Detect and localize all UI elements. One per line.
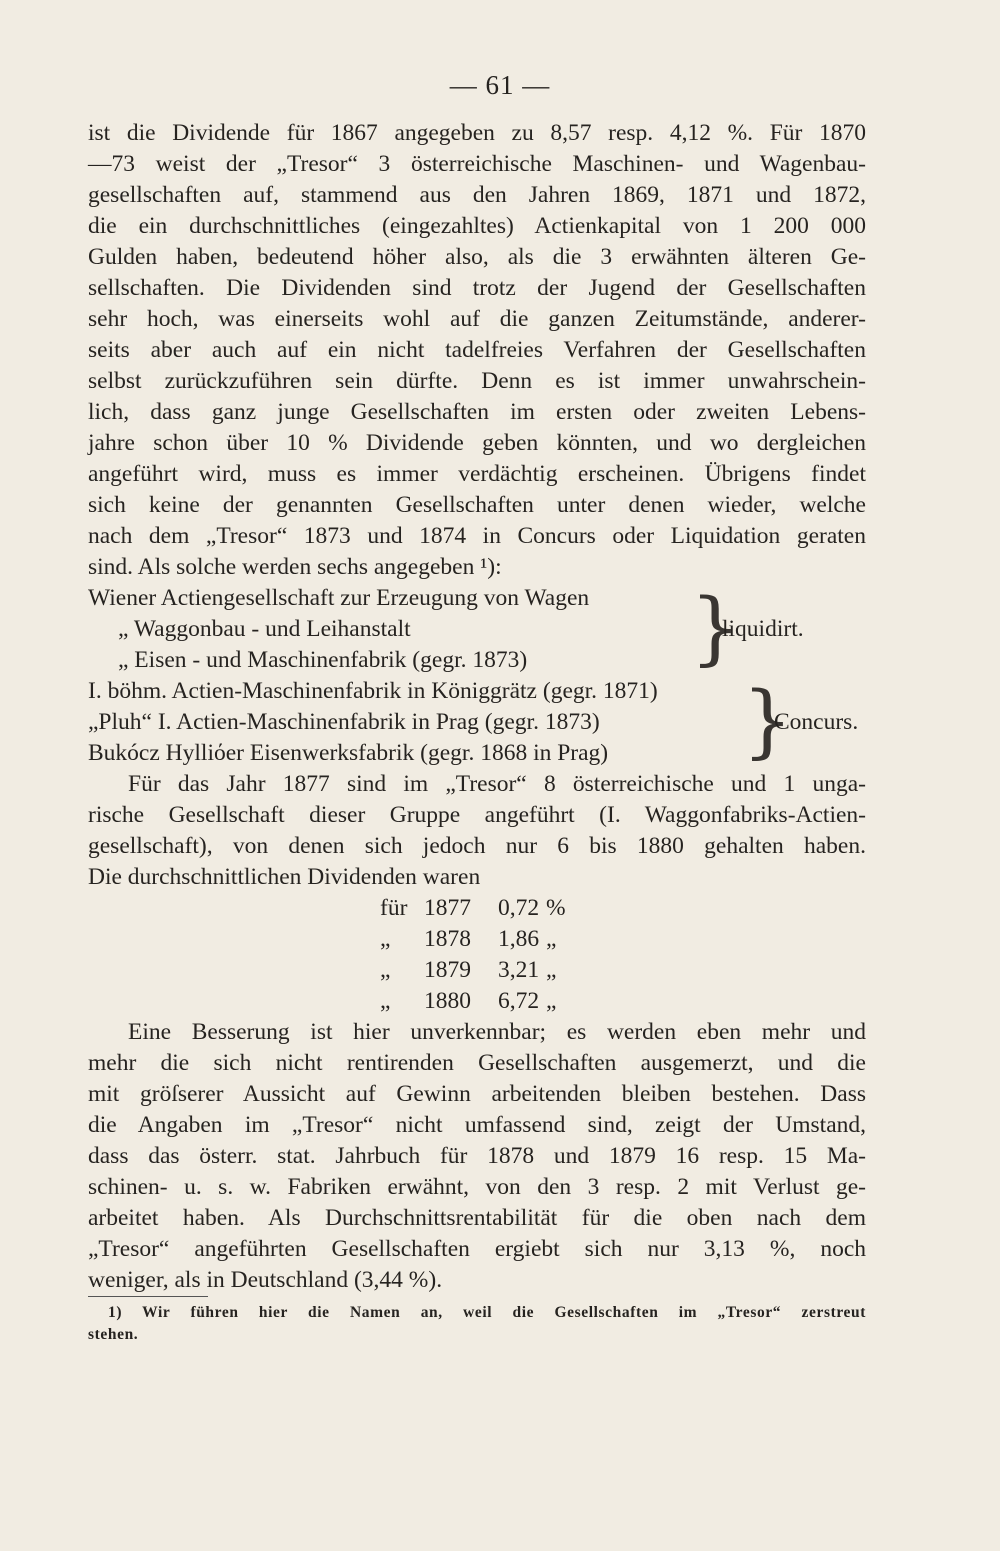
company-entry: „ Waggonbau - und Leihanstalt: [118, 616, 411, 642]
dividend-value: 6,72: [498, 988, 540, 1014]
company-entry: Wiener Actiengesellschaft zur Erzeugung von Wagen: [88, 585, 590, 611]
dividend-year: 1880: [424, 988, 471, 1014]
text-line: die ein durchschnittliches (eingezahltes) Actienkapital von 1 200 000: [88, 213, 866, 239]
footnote-rule: [88, 1296, 208, 1297]
dividend-prefix: für: [380, 895, 408, 921]
text-line: sind. Als solche werden sechs angegeben ¹):: [88, 554, 502, 580]
text-line: Eine Besserung ist hier unverkennbar; es werden eben mehr und: [128, 1019, 866, 1045]
dividend-prefix: „: [380, 957, 391, 983]
text-line: sehr hoch, was einerseits wohl auf die ganzen Zeitumstände, anderer-: [88, 306, 866, 332]
company-entry: I. böhm. Actien-Maschinenfabrik in Königgrätz (gegr. 1871): [88, 678, 658, 704]
dividend-suffix: %: [546, 895, 566, 921]
group-label-liquidirt: liquidirt.: [722, 616, 804, 642]
footnote-line: 1) Wir führen hier die Namen an, weil die Gesellschaften im „Tresor“ zerstreut: [108, 1304, 866, 1321]
text-line: seits aber auch auf ein nicht tadelfreies Verfahren der Gesellschaften: [88, 337, 866, 363]
company-entry: „Pluh“ I. Actien-Maschinenfabrik in Prag (gegr. 1873): [88, 709, 600, 735]
text-line: die Angaben im „Tresor“ nicht umfassend sind, zeigt der Umstand,: [88, 1112, 866, 1138]
text-line: dass das österr. stat. Jahrbuch für 1878 und 1879 16 resp. 15 Ma-: [88, 1143, 866, 1169]
text-line: arbeitet haben. Als Durchschnittsrentabilität für die oben nach dem: [88, 1205, 866, 1231]
text-line: lich, dass ganz junge Gesellschaften im ersten oder zweiten Lebens-: [88, 399, 866, 425]
group-brace: }: [742, 674, 793, 767]
text-line: gesellschaft), von denen sich jedoch nur 6 bis 1880 gehalten haben.: [88, 833, 866, 859]
text-line: weniger, als in Deutschland (3,44 %).: [88, 1267, 443, 1293]
text-line: sellschaften. Die Dividenden sind trotz der Jugend der Gesellschaften: [88, 275, 866, 301]
text-line: sich keine der genannten Gesellschaften unter denen wieder, welche: [88, 492, 866, 518]
dividend-year: 1879: [424, 957, 471, 983]
dividend-year: 1878: [424, 926, 471, 952]
text-line: schinen- u. s. w. Fabriken erwähnt, von den 3 resp. 2 mit Verlust ge-: [88, 1174, 866, 1200]
text-line: selbst zurückzuführen sein dürfte. Denn es ist immer unwahrschein-: [88, 368, 866, 394]
dividend-value: 0,72: [498, 895, 540, 921]
company-entry: „ Eisen - und Maschinenfabrik (gegr. 1873): [118, 647, 528, 673]
dividend-suffix: „: [546, 926, 557, 952]
text-line: angeführt wird, muss es immer verdächtig erscheinen. Übrigens findet: [88, 461, 866, 487]
dividend-suffix: „: [546, 957, 557, 983]
text-line: jahre schon über 10 % Dividende geben könnten, und wo dergleichen: [88, 430, 866, 456]
text-line: —73 weist der „Tresor“ 3 österreichische Maschinen- und Wagenbau-: [88, 151, 866, 177]
footnote-line: stehen.: [88, 1326, 139, 1343]
dividend-suffix: „: [546, 988, 557, 1014]
text-line: gesellschaften auf, stammend aus den Jahren 1869, 1871 und 1872,: [88, 182, 866, 208]
group-label-concurs: Concurs.: [774, 709, 859, 735]
text-line: Für das Jahr 1877 sind im „Tresor“ 8 österreichische und 1 unga-: [128, 771, 866, 797]
text-line: mehr die sich nicht rentirenden Gesellschaften ausgemerzt, und die: [88, 1050, 866, 1076]
text-line: „Tresor“ angeführten Gesellschaften ergiebt sich nur 3,13 %, noch: [88, 1236, 866, 1262]
text-line: ist die Dividende für 1867 angegeben zu 8,57 resp. 4,12 %. Für 1870: [88, 120, 866, 146]
dividend-year: 1877: [424, 895, 471, 921]
text-line: Gulden haben, bedeutend höher also, als die 3 erwähnten älteren Ge-: [88, 244, 866, 270]
text-line: Die durchschnittlichen Dividenden waren: [88, 864, 481, 890]
text-line: rische Gesellschaft dieser Gruppe angeführt (I. Waggonfabriks-Actien-: [88, 802, 866, 828]
company-entry: Bukócz Hylliόer Eisenwerksfabrik (gegr. 1868 in Prag): [88, 740, 609, 766]
text-line: nach dem „Tresor“ 1873 und 1874 in Concurs oder Liquidation geraten: [88, 523, 866, 549]
group-brace: }: [690, 581, 741, 674]
dividend-value: 3,21: [498, 957, 540, 983]
text-line: mit gröſserer Aussicht auf Gewinn arbeitenden bleiben bestehen. Dass: [88, 1081, 866, 1107]
dividend-value: 1,86: [498, 926, 540, 952]
page-number: — 61 —: [449, 70, 551, 100]
dividend-prefix: „: [380, 988, 391, 1014]
dividend-prefix: „: [380, 926, 391, 952]
